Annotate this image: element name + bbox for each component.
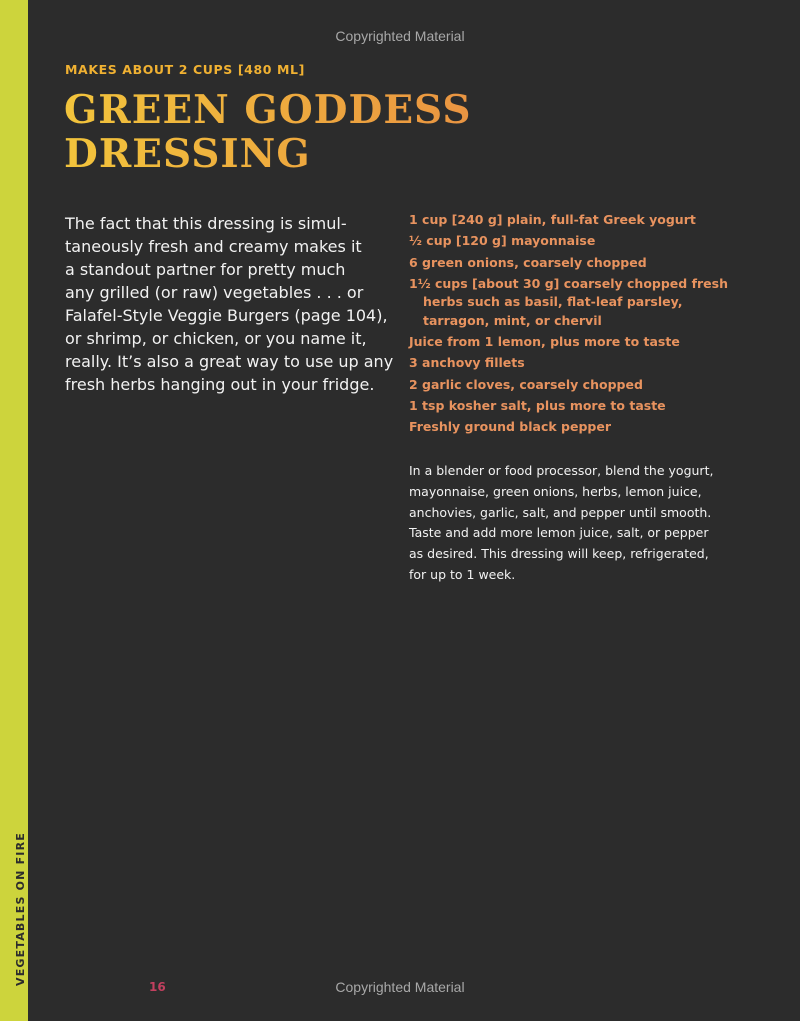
method-line: Taste and add more lemon juice, salt, or pepper (409, 525, 709, 541)
method-line: for up to 1 week. (409, 566, 516, 582)
ingredient-item: Juice from 1 lemon, plus more to taste (409, 334, 680, 350)
recipe-yield: MAKES ABOUT 2 CUPS [480 ML] (65, 62, 305, 77)
ingredient-item: 3 anchovy fillets (409, 355, 525, 371)
intro-line: fresh herbs hanging out in your fridge. (65, 375, 375, 394)
recipe-intro (65, 212, 395, 396)
intro-line: taneously fresh and creamy makes it (65, 237, 362, 256)
method-line: In a blender or food processor, blend the yogurt, (409, 463, 714, 478)
method-line: mayonnaise, green onions, herbs, lemon juice, (409, 483, 702, 499)
ingredient-line: 1½ cups [about 30 g] coarsely chopped fresh (409, 275, 728, 291)
watermark-bottom: Copyrighted Material (335, 979, 465, 995)
ingredient-continuation: herbs such as basil, flat-leaf parsley, (423, 294, 683, 310)
ingredient-item: 1 tsp kosher salt, plus more to taste (409, 398, 666, 414)
recipe-title-line-1: GREEN GODDESS (64, 87, 472, 133)
book-title-vertical: VEGETABLES ON FIRE (14, 832, 27, 986)
recipe-title-line-2: DRESSING (64, 131, 311, 177)
method-line: as desired. This dressing will keep, refrigerated, (409, 546, 709, 562)
intro-line: Falafel-Style Veggie Burgers (page 104), (65, 306, 388, 325)
watermark-top: Copyrighted Material (335, 28, 465, 44)
ingredient-list (409, 211, 749, 440)
ingredient-item: 1 cup [240 g] plain, full-fat Greek yogurt (409, 212, 696, 227)
ingredient-item: ½ cup [120 g] mayonnaise (409, 233, 596, 249)
ingredient-item (409, 275, 749, 331)
method-line: anchovies, garlic, salt, and pepper until smooth. (409, 504, 712, 520)
intro-line: any grilled (or raw) vegetables . . . or (65, 283, 364, 302)
ingredient-item: 6 green onions, coarsely chopped (409, 254, 647, 270)
recipe-method (409, 461, 754, 586)
intro-line: really. It’s also a great way to use up any (65, 352, 394, 371)
intro-line: The fact that this dressing is simul- (65, 214, 347, 233)
ingredient-item: Freshly ground black pepper (409, 419, 612, 435)
recipe-title (64, 88, 664, 176)
intro-line: or shrimp, or chicken, or you name it, (65, 329, 367, 348)
intro-line: a standout partner for pretty much (65, 260, 346, 279)
page-number: 16 (149, 980, 166, 994)
ingredient-continuation: tarragon, mint, or chervil (423, 312, 602, 328)
ingredient-item: 2 garlic cloves, coarsely chopped (409, 376, 643, 392)
